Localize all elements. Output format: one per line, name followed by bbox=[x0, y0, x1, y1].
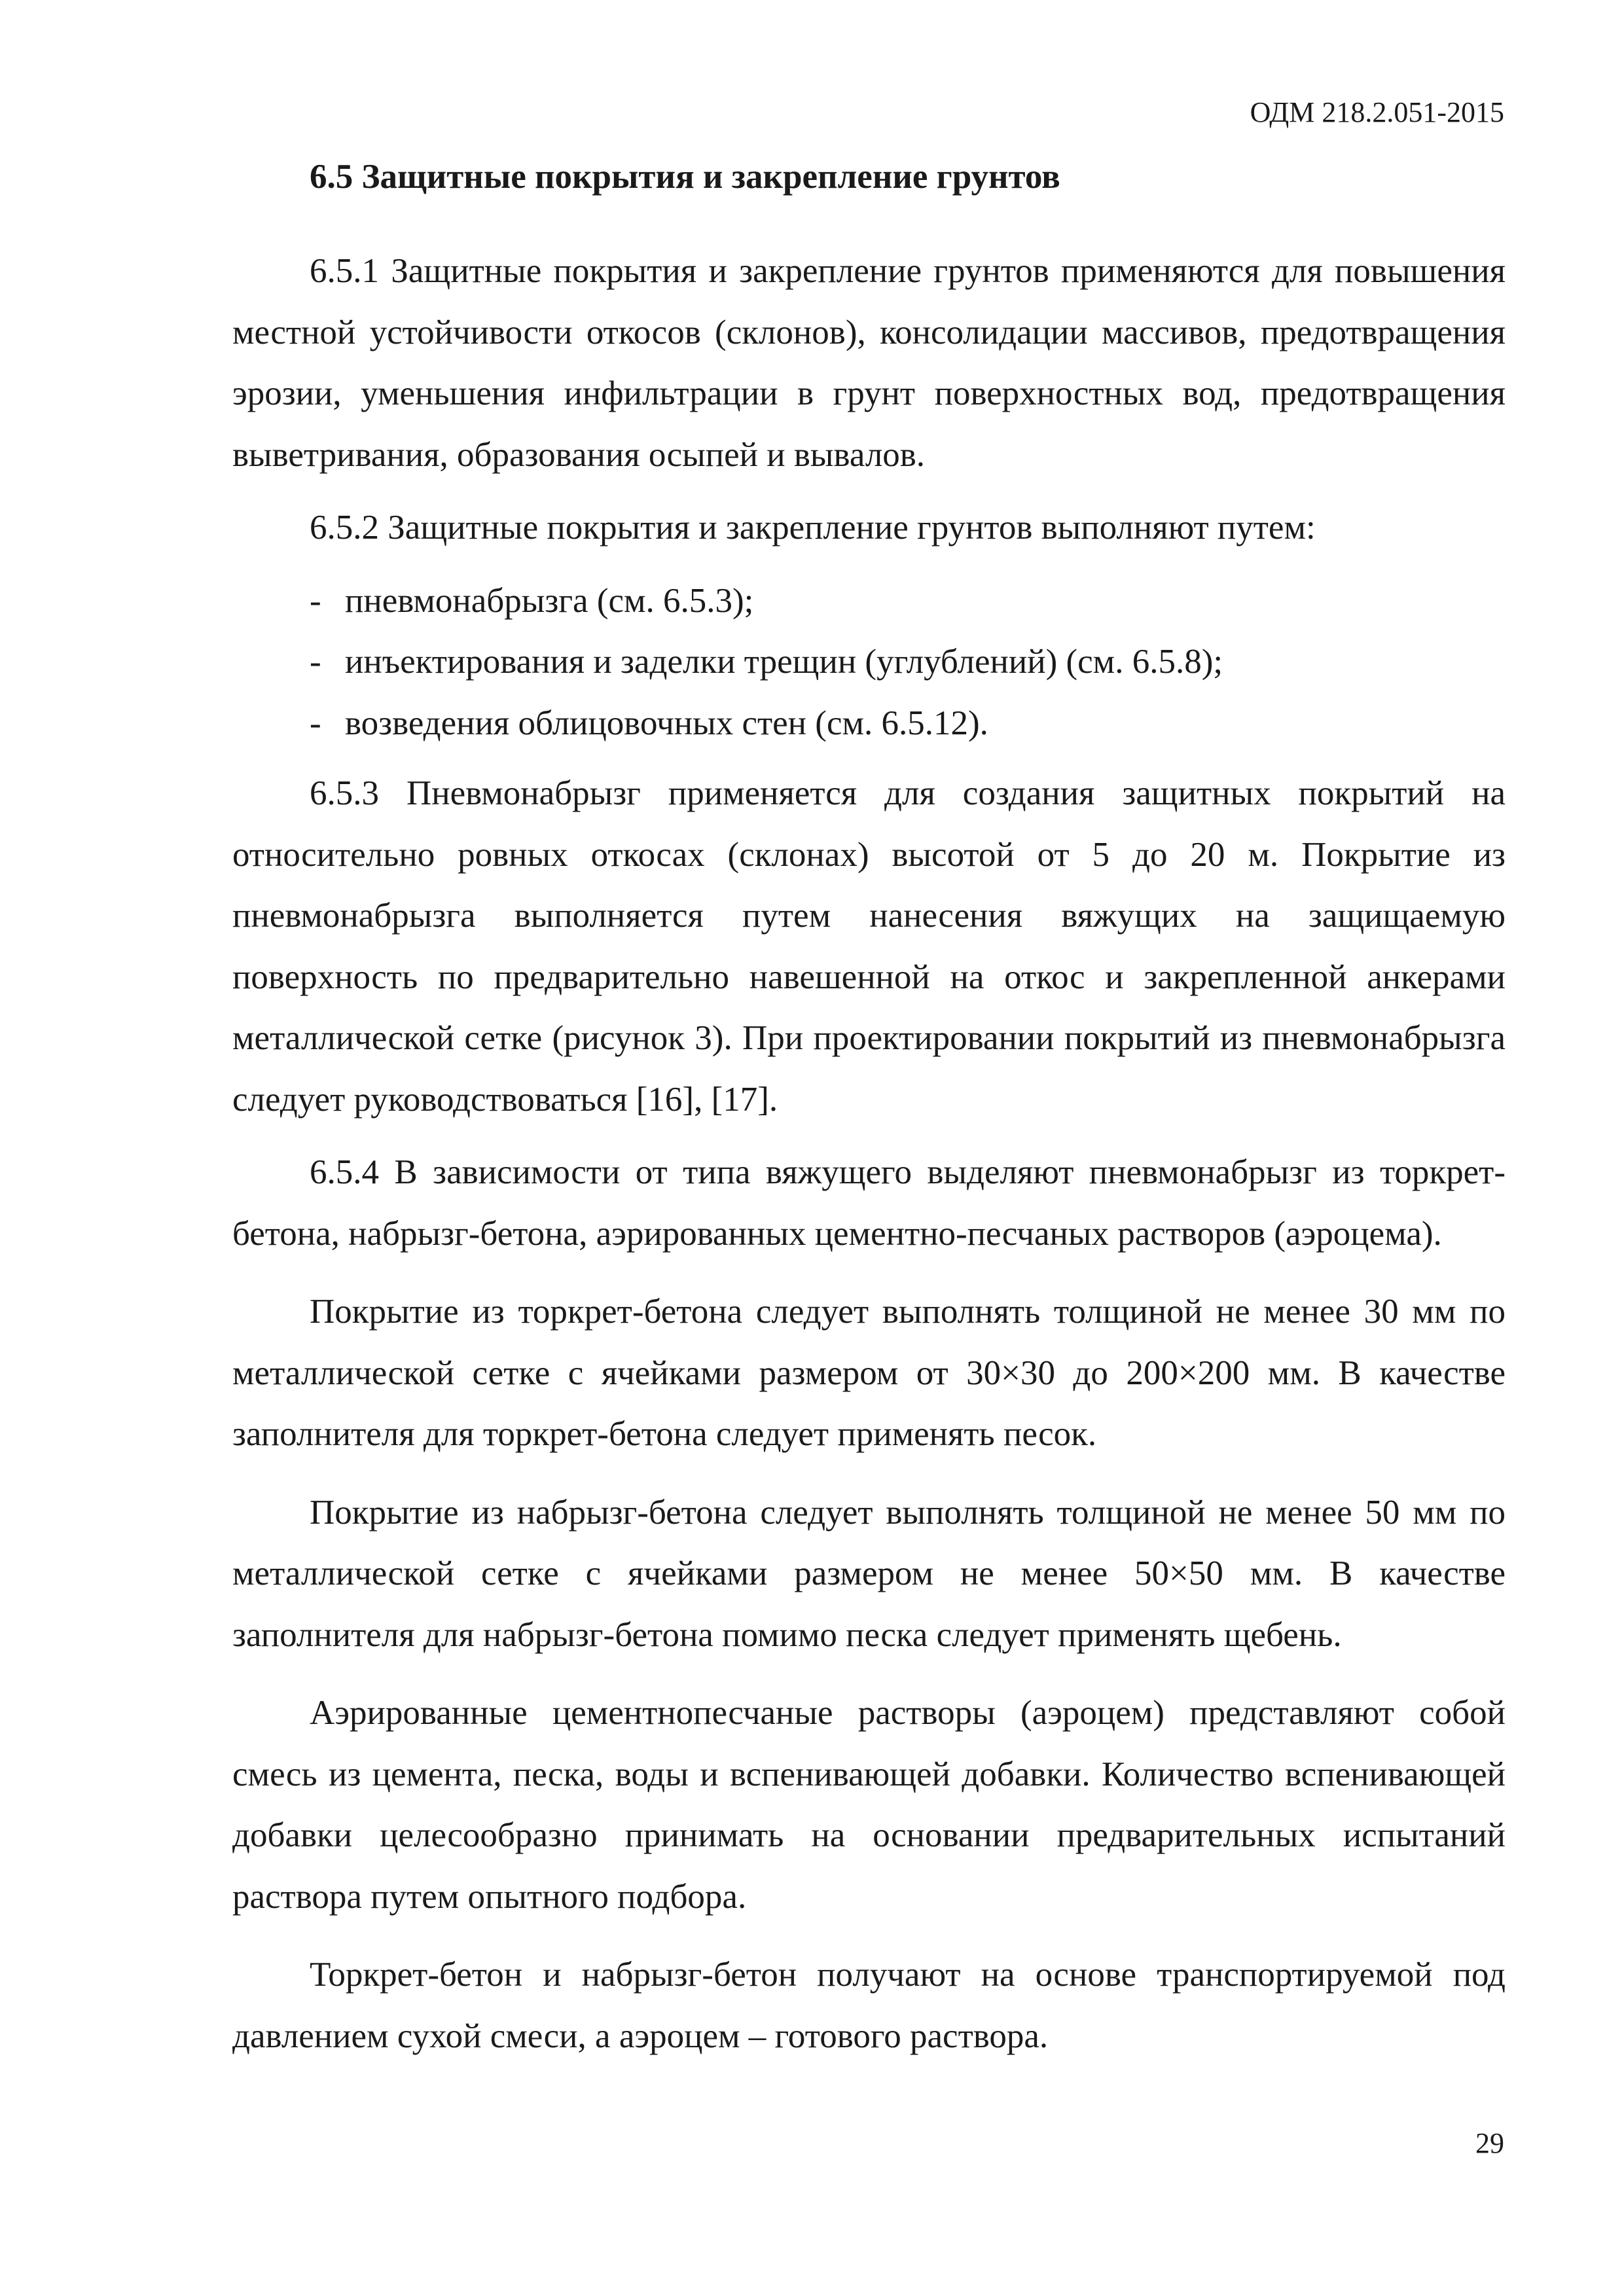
list-item bbox=[232, 571, 1506, 632]
page-content bbox=[232, 151, 1506, 2079]
section-title: 6.5 Защитные покрытия и закрепление грунтов bbox=[310, 158, 1060, 196]
list-bullet: - bbox=[310, 643, 321, 681]
list-item-text: инъектирования и заделки трещин (углублений) (см. 6.5.8); bbox=[345, 643, 1223, 681]
list-item bbox=[232, 693, 1506, 755]
paragraph-final: Торкрет-бетон и набрызг-бетон получают на основе транспортируемой под давлением сухой смеси, а аэроцем – готового раствора. bbox=[232, 1956, 1506, 2055]
paragraph-aerotsem: Аэрированные цементнопесчаные растворы (аэроцем) представляют собой смесь из цемента, песка, воды и вспенивающей добавки. Количество вспенивающей добавки целесообразно принимать на основании предварительных испытаний раствора путем опытного подбора. bbox=[232, 1694, 1506, 1916]
paragraph-6-5-2: 6.5.2 Защитные покрытия и закрепление грунтов выполняют путем: bbox=[310, 509, 1316, 547]
document-code: ОДМ 218.2.051-2015 bbox=[1250, 96, 1504, 128]
paragraph-torkret-beton: Покрытие из торкрет-бетона следует выполнять толщиной не менее 30 мм по металлической сетке с ячейками размером от 30×30 до 200×200 мм. В качестве заполнителя для торкрет-бетона следует применять песок. bbox=[232, 1293, 1506, 1453]
paragraph-6-5-3: 6.5.3 Пневмонабрызг применяется для создания защитных покрытий на относительно ровных откосах (склонах) высотой от 5 до 20 м. Покрытие из пневмонабрызга выполняется путем нанесения вяжущих на защищаемую поверхность по предварительно навешенной на откос и закрепленной анкерами металлической сетке (рисунок 3). При проектировании покрытий из пневмонабрызга следует руководствоваться [16], [17]. bbox=[232, 774, 1506, 1119]
paragraph-nabryzg-beton: Покрытие из набрызг-бетона следует выполнять толщиной не менее 50 мм по металлической сетке с ячейками размером не менее 50×50 мм. В качестве заполнителя для набрызг-бетона помимо песка следует применять щебень. bbox=[232, 1493, 1506, 1654]
paragraph-6-5-1: 6.5.1 Защитные покрытия и закрепление грунтов применяются для повышения местной устойчивости откосов (склонов), консолидации массивов, предотвращения эрозии, уменьшения инфильтрации в грунт поверхностных вод, предотвращения выветривания, образования осыпей и вывалов. bbox=[232, 252, 1506, 474]
methods-list bbox=[232, 571, 1506, 755]
page-number: 29 bbox=[1475, 2127, 1504, 2159]
paragraph-6-5-4: 6.5.4 В зависимости от типа вяжущего выделяют пневмонабрызг из торкрет-бетона, набрызг-бетона, аэрированных цементно-песчаных растворов (аэроцема). bbox=[232, 1153, 1506, 1253]
list-item-text: пневмонабрызга (см. 6.5.3); bbox=[345, 581, 754, 620]
list-bullet: - bbox=[310, 704, 321, 742]
list-item bbox=[232, 632, 1506, 693]
list-bullet: - bbox=[310, 581, 321, 620]
list-item-text: возведения облицовочных стен (см. 6.5.12). bbox=[345, 704, 988, 742]
